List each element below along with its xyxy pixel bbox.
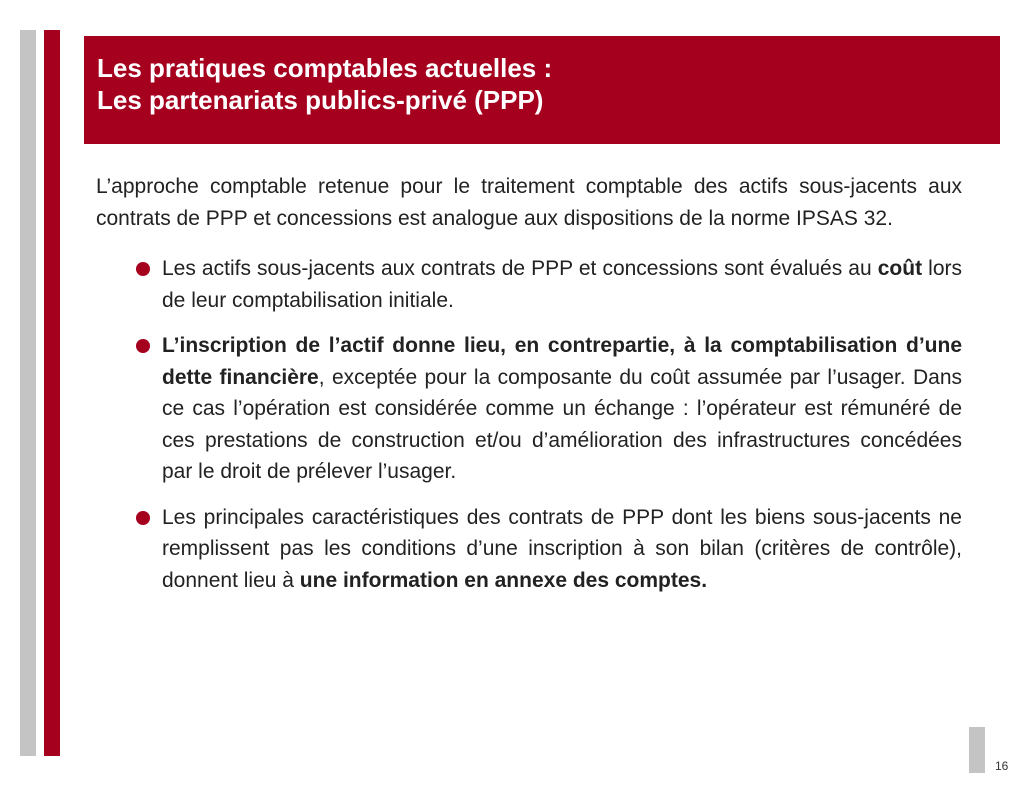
bullet-3-text-before: Les principales caractéristiques des contrats de PPP dont les biens sous-jacents ne remplissent pas les conditions d’une inscription à son bilan (critères de contrôle), donnent lieu à	[162, 505, 962, 592]
bullet-dot-icon	[136, 511, 150, 525]
bullet-text-1	[162, 257, 962, 312]
bullet-1-text-after: lors de leur comptabilisation initiale.	[162, 257, 962, 312]
bullet-item-3	[96, 502, 962, 597]
bullet-text-3	[162, 506, 962, 592]
footer-grey-mark	[969, 727, 985, 773]
bullet-item-1	[96, 253, 962, 316]
bullet-item-2	[96, 330, 962, 488]
left-grey-bar	[20, 30, 36, 756]
slide-content	[96, 171, 962, 610]
page-number: 16	[995, 759, 1009, 773]
bullet-text-2	[162, 334, 962, 483]
left-red-bar	[44, 30, 60, 756]
slide-title-line-2: Les partenariats publics-privé (PPP)	[97, 85, 544, 115]
bullet-dot-icon	[136, 339, 150, 353]
bullet-1-text-before: Les actifs sous-jacents aux contrats de PPP et concessions sont évalués au	[162, 257, 878, 280]
bullet-1-bold: coût	[877, 257, 923, 280]
bullet-list	[96, 253, 962, 596]
bullet-2-bold: L’inscription de l’actif donne lieu, en contrepartie, à la comptabilisation d’une dette financière	[162, 334, 962, 389]
bullet-dot-icon	[136, 262, 150, 276]
bullet-3-bold: une information en annexe des comptes.	[299, 568, 708, 592]
bullet-2-text-after: , exceptée pour la composante du coût assumée par l’usager. Dans ce cas l’opération est considérée comme un échange : l’opérateur est rémunéré de ces prestations de construction et/ou d’amélioration des infrastructures concédées par le droit de prélever l’usager.	[162, 365, 963, 483]
intro-paragraph: L’approche comptable retenue pour le traitement comptable des actifs sous-jacents aux contrats de PPP et concessions est analogue aux dispositions de la norme IPSAS 32.	[96, 175, 962, 230]
slide-title-line-1: Les pratiques comptables actuelles :	[97, 53, 553, 83]
title-band	[84, 36, 1000, 144]
